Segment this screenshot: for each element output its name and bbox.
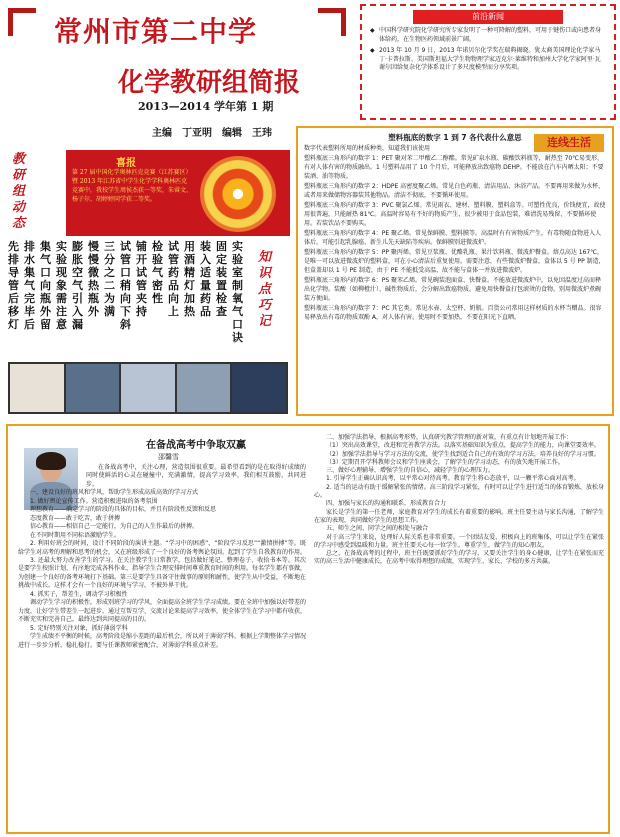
vertical-text-column: 装入适量药品 <box>200 240 211 318</box>
vertical-text-column: 排水集气完毕后 <box>24 240 35 331</box>
article-paragraph: 塑料瓶底三角形内的数字 1：PET 聚对苯二甲酸乙二醇酯。常见矿泉水瓶、碳酸饮料瓶等，耐热至 70℃易变形，有对人体有害的物质融出。1 号塑料品用了 10 个月后，可能释放出致癌物 DEHP。不能放在汽车内晒太阳；不要装酒、油等物质。 <box>304 155 604 180</box>
corner-ornament-top-left <box>8 8 36 36</box>
photo-thumbnail <box>232 364 286 412</box>
article-paragraph: 塑料瓶底三角形内的数字 6：PS 聚苯乙烯。常见碗装泡面盒、快餐盒。不能放进微波炉中，以免因温度过高而释出化学物。装酸（如柳橙汁）、碱性物质后，会分解出致癌物质。避免用快餐盒打包滚烫的食物。别用微波炉煮碗装方便面。 <box>304 277 602 302</box>
newsletter-title: 化学教研组简报 <box>118 68 301 98</box>
essay-paragraph: 2. 适当的运动有助于缓解紧张的情绪。高三阶段学习紧张，有时可以让学生进行适当的体育锻炼，放松身心。 <box>314 483 604 500</box>
essay-paragraph: （1）突出高效课堂，改进和完善教学方法。以落实基础知识为重点，提高学生的能力，向课堂要效率。 <box>326 442 600 450</box>
essay-paragraph: 3. 还最大努力改善学生的学习。在关注教学生日常教学，包括做好笔记、整理卷子、收拾书本等。其次是要学生按照计划、有序地完成各科作业，指导学生合理安排时间尊重教育时间的利用。每名学生都有事做，为创建一个良好的备考环境打下基础。第三是要学生具备守住做事的原则和耐性，使学生从中受益，不断地在挑战中成长。这样才会有一个良好的环境与学习，不被外界干扰。 <box>18 556 307 590</box>
photo-thumbnail <box>121 364 175 412</box>
essay-paragraph: 二、加强学法指导，根据高考形势，认真研究教学管理的新对策，有重点有计划地开展工作： <box>326 434 573 441</box>
essay-paragraph: 五、师生之间、同学之间的相处与融合 <box>326 525 429 533</box>
vertical-text-column: 集气口向瓶外留 <box>40 240 51 331</box>
vertical-text-column: 试管口稍向下斜 <box>120 240 131 331</box>
article-paragraph: 塑料瓶底三角形内的数字 2：HDPE 高密度聚乙烯。常见白色药瓶、清洁用品、沐浴产品。不要再用来做为水杯，或者用来做储物容器装其他物品。清洁不彻底，不要循环使用。 <box>304 183 605 199</box>
article-body <box>304 144 606 322</box>
frontier-news-box <box>360 4 616 120</box>
vertical-text-column: 先排导管后移灯 <box>8 240 19 331</box>
essay-paragraph: 一、建设良好的班风和学风，帮助学生形成高质高效的学习方式 <box>30 489 199 497</box>
article-title: 塑料瓶底的数字 1 到 7 各代表什么意思 <box>388 133 522 142</box>
photo-strip <box>8 362 288 414</box>
photo-thumbnail <box>66 364 120 412</box>
essay-paragraph: 态度教育——敢于吃苦，敢于拼搏 <box>30 514 121 522</box>
vertical-text-column: 膨胀空气引入漏 <box>72 240 83 331</box>
vertical-text-column: 实验现象需注意 <box>56 240 67 331</box>
essay-paragraph: 调动学生学习的积极性，形成别班学习的学风，全面提高全班学生学习成绩。要在全班中加强以好带差的力度，让好学生带差生一起进步。通过互帮互学、交流讨论来提高学习效率，使全体学生在学习中都有收获，不断充实和完善自己，最终达到共同提高的目的。 <box>18 599 307 624</box>
essay-paragraph: 总之，在备战高考的过程中，班主任既要抓好学生的学习，又要关注学生的身心健康，让学生在紧张而充实的高三生活中健康成长，在高考中取得理想的成绩，实现学生、家长、学校的多方共赢。 <box>314 550 604 566</box>
award-body: 第 27 届中国化学奥林匹克竞赛（江苏赛区）暨 2013 年江苏省中学生化学学科奥林匹克竞赛中，我校学生周侯杰获一等奖，朱睿文、杨子尔、胡婷婷同学获二等奖。 <box>72 169 193 203</box>
essay-paragraph: （2）加强学法指导与学习方法的交流，使学生找到适合自己的有效的学习方法，培养良好的学习习惯。 <box>326 450 600 458</box>
essay-paragraph: 1. 引导学生正确认识高考，以平常心对待高考。教育学生将心态放平，以一颗平常心面对高考。 <box>326 475 580 483</box>
life-connection-badge: 连线生活 <box>534 134 604 152</box>
essay-paragraph: 三、做好心理辅导，增强学生的自信心，减轻学生的心理压力。 <box>326 467 495 475</box>
plastic-codes-article <box>296 126 614 416</box>
vertical-text-column: 铺开试管夹持 <box>136 240 147 318</box>
photo-thumbnail <box>177 364 231 412</box>
essay-paragraph: 1. 做好舆论宣传工作。营造积极进取的备考氛围 <box>30 497 158 505</box>
essay-author: 邵馨雪 <box>158 453 179 461</box>
vertical-text-column: 试管药品向上 <box>168 240 179 318</box>
activities-side-title: 教研组动态 <box>12 152 26 231</box>
essay-paragraph: 对于高三学生来说，处理好人际关系也非常重要。一个团结友爱、积极向上的班集体，可以让学生在紧张的学习中感受到温暖和力量。班主任要关心每一位学生，尊重学生，做学生的知心朋友。 <box>314 533 604 549</box>
corner-ornament-top-right <box>318 8 346 36</box>
school-name: 常州市第二中学 <box>54 15 258 48</box>
vertical-text-column: 三分之二为满 <box>104 240 115 318</box>
essay-paragraph: 四、加强与家长的沟通和联系，形成教育合力 <box>326 500 447 508</box>
photo-thumbnail <box>10 364 64 412</box>
essay-paragraph: 在不同时期用不同标语激励学生。 <box>30 531 121 539</box>
article-paragraph: 数字代表塑料所用的材质种类，知道我们该使用 <box>304 145 431 152</box>
vertical-text-column: 固定装置检查 <box>216 240 227 318</box>
essay-paragraph: 学生成绩不平衡的时候，高考阶段是缩小差距的最后机会，所以对于薄弱学科，根据上学期整体学习情况进行一步步分析，稳扎稳打。要与任课教师紧密配合，对薄弱学科重点补差。 <box>18 633 307 649</box>
decorative-flower-image <box>200 156 276 232</box>
essay-left-column <box>18 464 306 650</box>
essay-paragraph: 2. 利用好班会的时间，设计不同阶段的演讲主题。“学习中的困惑”、“阶段学习反思”“激情拼搏”等。既给学生对高考的理解和思考的机会，又在班级形成了一个良好的备考舆论氛围。起到了学生自我教育的作用。 <box>18 540 307 556</box>
article-paragraph: 塑料瓶底三角形内的数字 4：PE 聚乙烯。常见保鲜膜、塑料膜等。高温时有有害物质产生，有毒物随食物进入人体后，可能引起乳腺癌、新生儿先天缺陷等疾病。保鲜膜别进微波炉。 <box>304 230 602 246</box>
editors-line: 主编 丁亚明 编辑 王玮 <box>152 128 272 139</box>
article-paragraph: 塑料瓶底三角形内的数字 5：PP 聚丙烯。常见豆浆瓶、优酪乳瓶、果汁饮料瓶、微波炉餐盒。熔点高达 167℃，是唯一可以放进微波炉的塑料盒，可在小心清洁后重复使用。需要注意，有些微波炉餐盒，盒体以 5 号 PP 制造，但盒盖却以 1 号 PE 制造，由于 PE 不能抵受高温，故不能与盒体一并放进微波炉。 <box>304 249 605 274</box>
vertical-text-column: 用酒精灯加热 <box>184 240 195 318</box>
essay-paragraph: 信心教育——相信自己一定能行，为自己的人生作最后的拼搏。 <box>30 523 199 531</box>
knowledge-side-title: 知识点巧记 <box>258 250 272 329</box>
essay-paragraph: （3）定期召开学科教师会议和学生座谈会，了解学生的学习动态，有的放矢地开展工作。 <box>326 458 564 466</box>
vertical-text-column: 检验气密性 <box>152 240 163 305</box>
essay-paragraph: 家长是学生的第一任老师，家庭教育对学生的成长有着重要的影响。班主任要主动与家长沟通，了解学生在家的表现，共同做好学生的思想工作。 <box>314 508 604 524</box>
award-announcement <box>66 150 290 236</box>
vertical-text-column: 慢慢微热瓶外 <box>88 240 99 318</box>
article-paragraph: 塑料瓶底三角形内的数字 7：PC 其它类。常见水壶、太空杯、奶瓶。百货公司常用这样材质的水杯当赠品。很容易释放出有毒的物质双酚 A，对人体有害。使用时不要加热，不要在阳光下直晒。 <box>304 305 602 321</box>
award-heading: 喜报 <box>116 158 136 169</box>
frontier-news-heading: 前沿新闻 <box>413 10 563 24</box>
vertical-text-column: 实验室制氧气口诀 <box>232 240 243 344</box>
essay-paragraph: 理想教育——确定学习的阶段的具体的目标，并且有阶段性反馈和反思 <box>30 506 217 514</box>
frontier-news-item: ◆ 中国科学研究院化学研究所专家发明了一种可降解的塑料，可用于键伤口或向患者身体给药，在生物医药领域前景广阔。 <box>370 27 606 44</box>
essay-paragraph: 在备战高考中，关注心理，营造氛围很重要。最希望看到的是在取得好成绩的同时使鲜活的心灵在碰撞中，充满激情，提高学习效率，我们相互鼓励，共同进步。 <box>86 464 306 488</box>
article-paragraph: 塑料瓶底三角形内的数字 3：PVC 聚氯乙烯。常见雨衣、建材、塑料膜、塑料盒等。可塑性优良，价钱便宜，故使用很普遍，只能耐热 81℃。高温时容易有不好的物质产生，很少被用于食品包装，难清洗易残留，不要循环使用。若装饮品不要购买。 <box>304 202 606 227</box>
issue-number: 2013—2014 学年第 1 期 <box>138 100 274 113</box>
essay-section <box>6 424 610 834</box>
essay-paragraph: 4. 抓实子，帮差生，调动学习积极性 <box>30 590 128 598</box>
essay-right-column <box>314 434 604 567</box>
frontier-news-item: ◆ 2013 年 10 月 9 日，2013 年诺贝尔化学奖在瑞典揭晓。犹太裔美国理论化学家马丁·卡普拉斯、美国斯坦福大学生物物理学家迈克尔·莱维特和加州大学化学家阿里·瓦谢尔因给复杂化学体系设计了多尺度模型而分享奖项。 <box>370 47 606 73</box>
essay-paragraph: 5. 定好特别关注对象，抓好薄弱学科 <box>30 624 128 632</box>
essay-title: 在备战高考中争取双赢 <box>146 440 246 451</box>
